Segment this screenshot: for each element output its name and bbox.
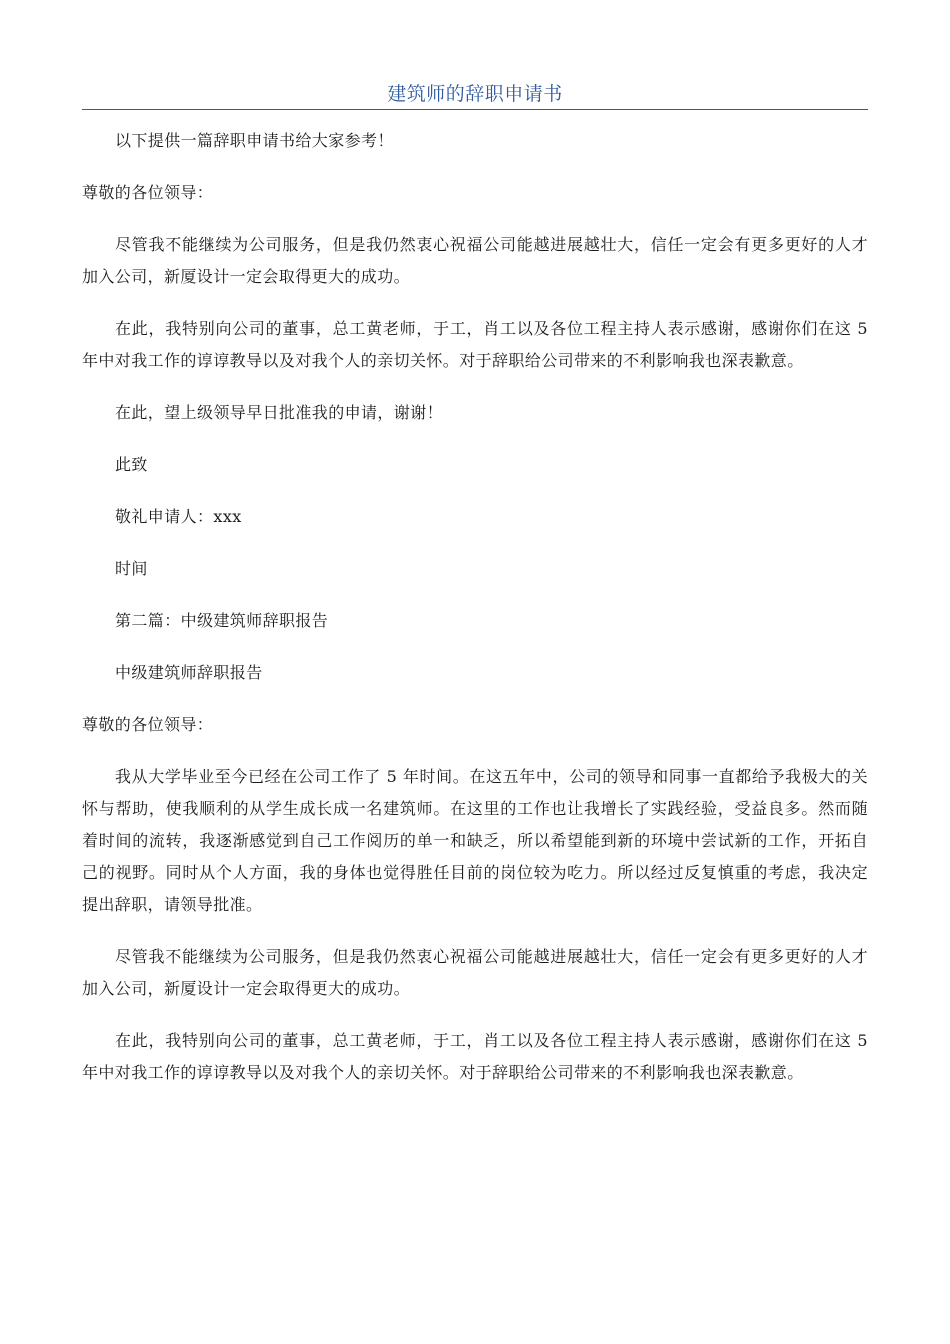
paragraph-reason: 我从大学毕业至今已经在公司工作了 5 年时间。在这五年中，公司的领导和同事一直都给予我极大的关怀与帮助，使我顺利的从学生成长成一名建筑师。在这里的工作也让我增长了实践经验，受益良多。然而随着时间的流转，我逐渐感觉到自己工作阅历的单一和缺乏，所以希望能到新的环境中尝试新的工作，开拓自己的视野。同时从个人方面，我的身体也觉得胜任目前的岗位较为吃力。所以经过反复慎重的考虑，我决定提出辞职，请领导批准。 <box>82 767 868 914</box>
paragraph-signature: 敬礼申请人：xxx <box>115 507 242 526</box>
paragraph-section-heading: 第二篇：中级建筑师辞职报告 <box>115 611 329 630</box>
paragraph-salutation: 尊敬的各位领导： <box>82 183 214 202</box>
paragraph-salutation-2: 尊敬的各位领导： <box>82 715 214 734</box>
paragraph-closing: 此致 <box>115 455 148 474</box>
paragraph-intro: 以下提供一篇辞职申请书给大家参考！ <box>115 131 394 150</box>
paragraph-request: 在此，望上级领导早日批准我的申请，谢谢！ <box>115 403 444 422</box>
document-body <box>82 125 868 1109</box>
paragraph-date: 时间 <box>115 559 148 578</box>
paragraph-wishes-2: 尽管我不能继续为公司服务，但是我仍然衷心祝福公司能越进展越壮大，信任一定会有更多更好的人才加入公司，新厦设计一定会取得更大的成功。 <box>82 947 868 998</box>
title-underline <box>82 109 868 110</box>
paragraph-thanks: 在此，我特别向公司的董事，总工黄老师，于工，肖工以及各位工程主持人表示感谢，感谢你们在这 5 年中对我工作的谆谆教导以及对我个人的亲切关怀。对于辞职给公司带来的不利影响我也深表歉意。 <box>82 319 868 370</box>
paragraph-report-title: 中级建筑师辞职报告 <box>115 663 263 682</box>
document-title: 建筑师的辞职申请书 <box>387 83 563 105</box>
paragraph-thanks-2: 在此，我特别向公司的董事，总工黄老师，于工，肖工以及各位工程主持人表示感谢，感谢你们在这 5 年中对我工作的谆谆教导以及对我个人的亲切关怀。对于辞职给公司带来的不利影响我也深表歉意。 <box>82 1031 868 1082</box>
paragraph-wishes: 尽管我不能继续为公司服务，但是我仍然衷心祝福公司能越进展越壮大，信任一定会有更多更好的人才加入公司，新厦设计一定会取得更大的成功。 <box>82 235 868 286</box>
